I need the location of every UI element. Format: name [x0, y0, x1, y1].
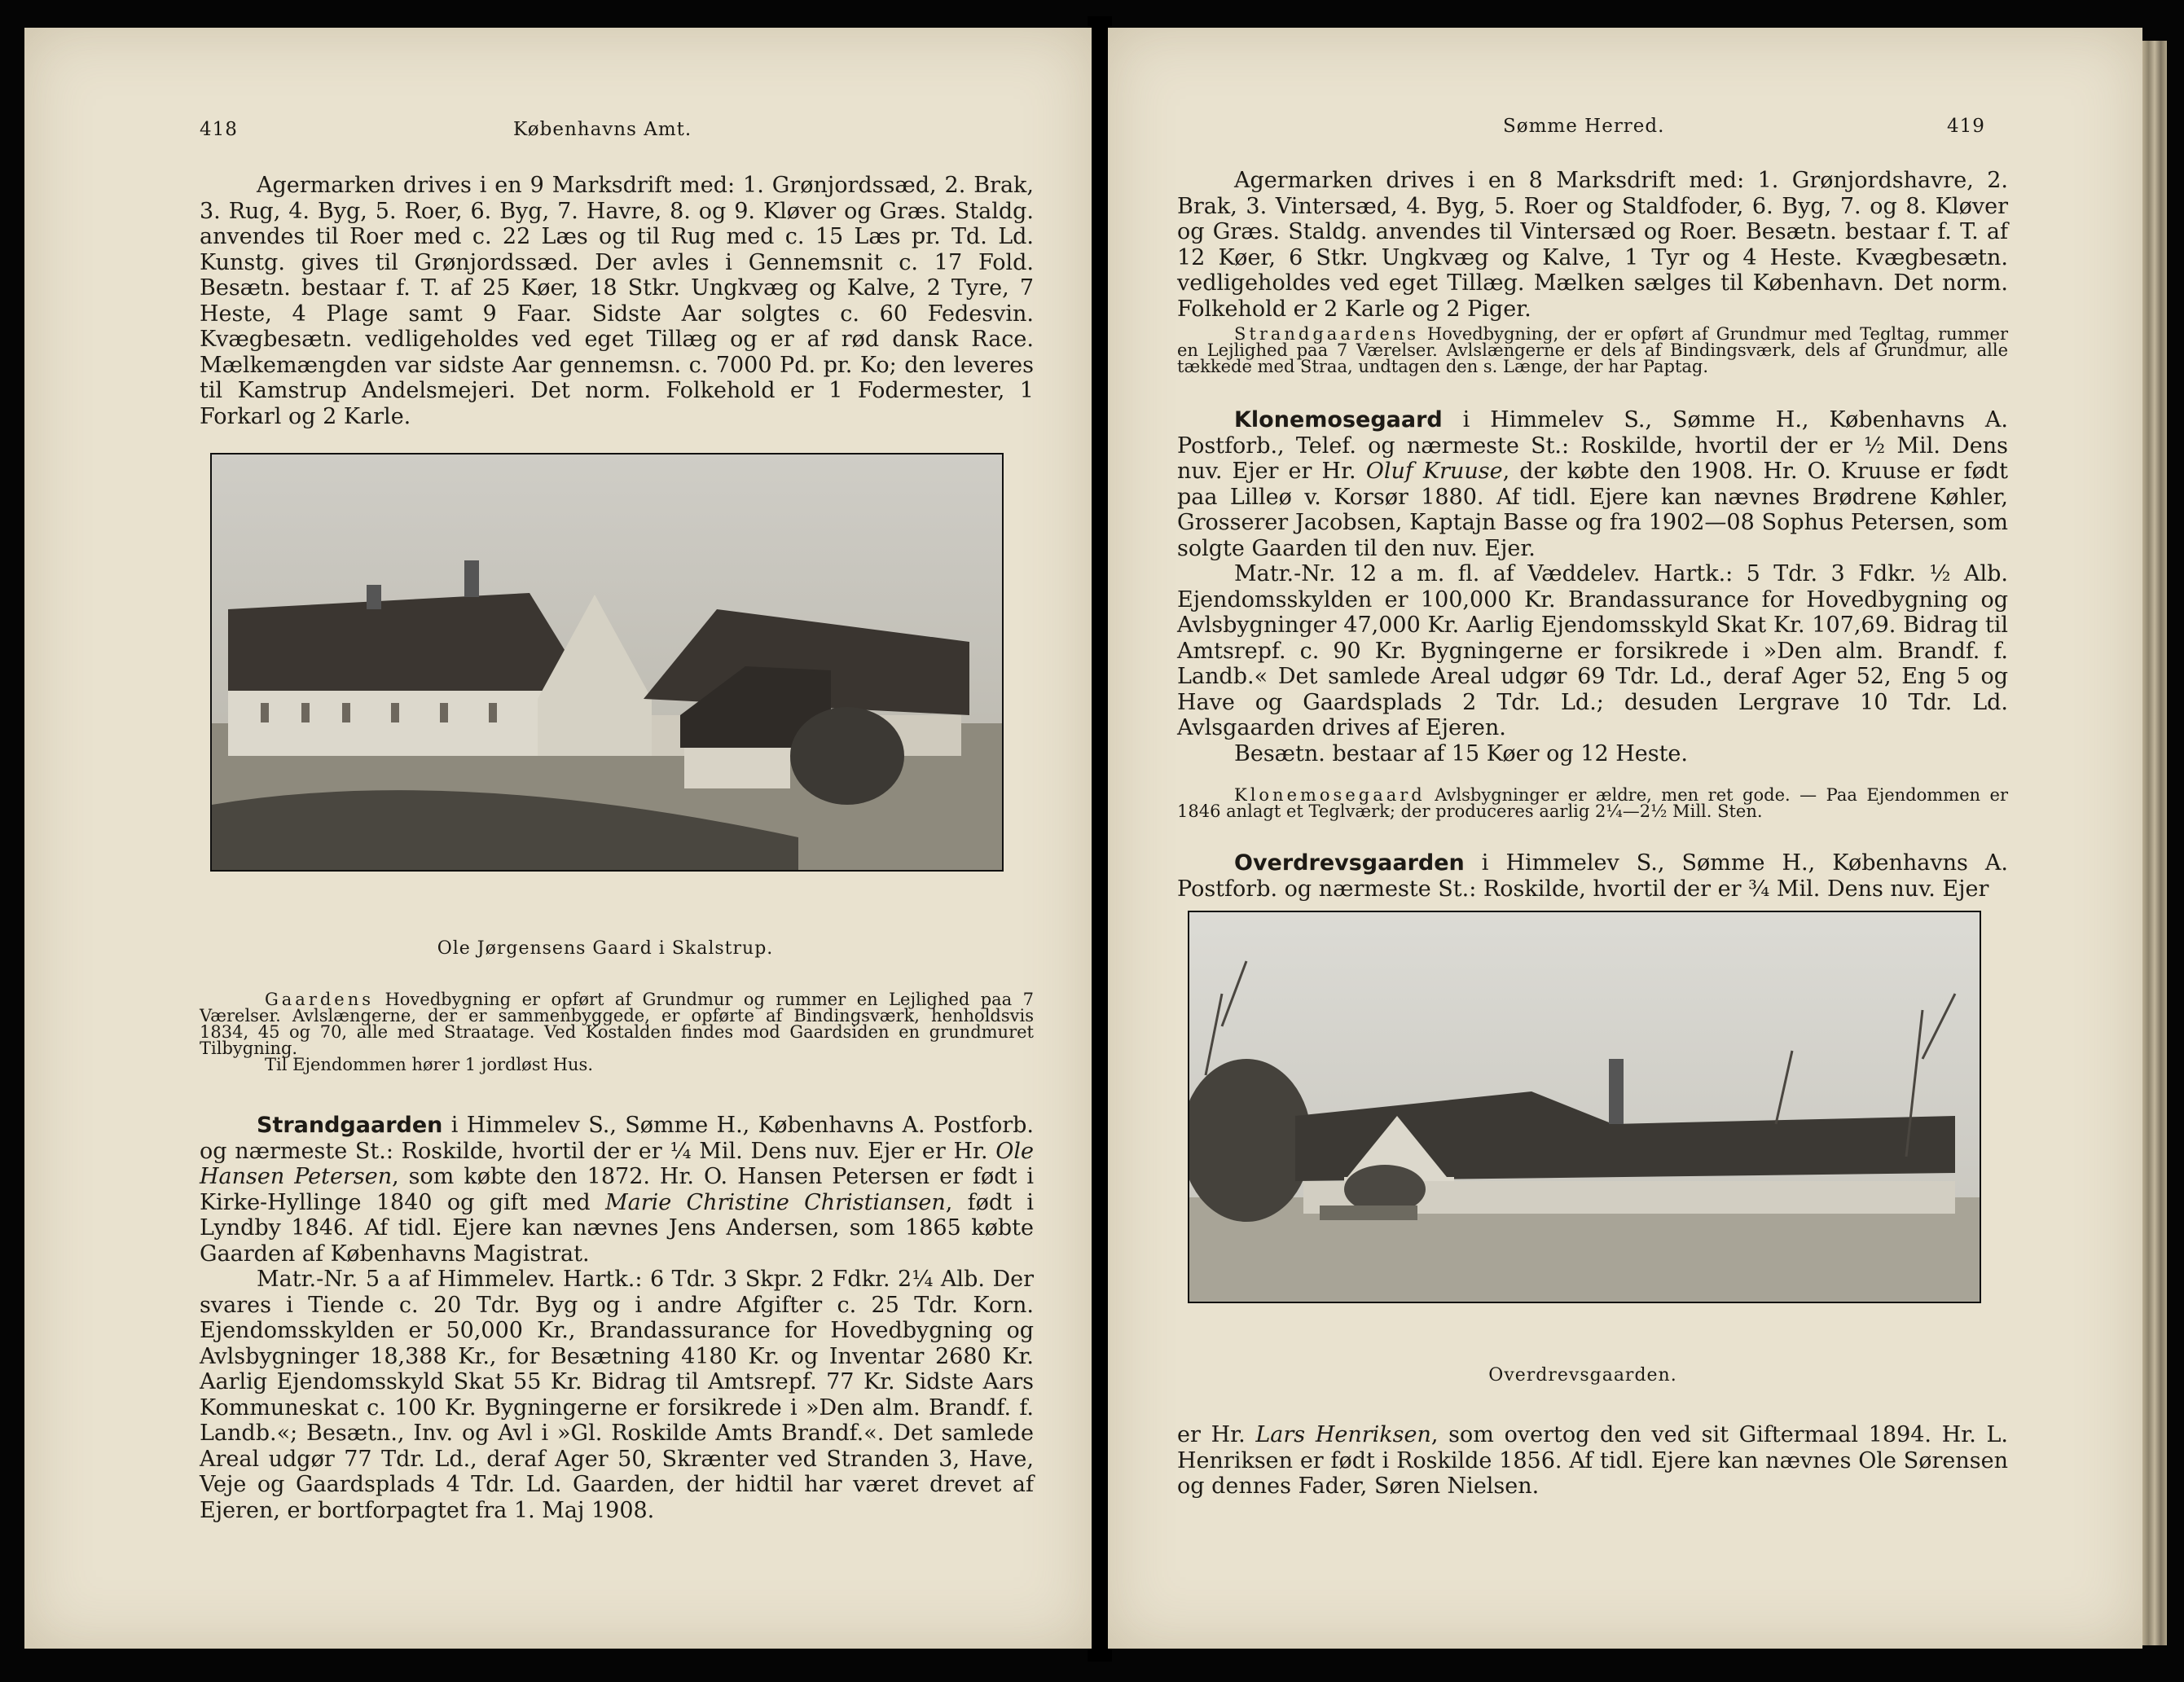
- paragraph: Matr.-Nr. 12 a m. fl. af Væddelev. Hartk.: 5 Tdr. 3 Fdkr. ½ Alb. Ejendomsskylden er 100,000 Kr. Brandassurance for Hovedbygning og Avlsbygninger 47,000 Kr. Aarlig Ejendomsskyld Skat Kr. 107,69. Bidrag til Amtsrepf. c. 90 Kr. Bygningerne er forsikrede i »Den alm. Brandf. f. Landb.« Det samlede Areal udgør 69 Tdr. Ld., deraf Ager 52, Eng 5 og Have og Gaardsplads 2 Tdr. Ld.; desuden Lergrave 10 Tdr. Ld. Avlsgaarden drives af Ejeren.: [1177, 561, 2008, 740]
- farm-photo: [210, 453, 1004, 872]
- farm-photo: [1188, 911, 1981, 1303]
- paragraph: Agermarken drives i en 9 Marksdrift med: 1. Grønjordssæd, 2. Brak, 3. Rug, 4. Byg, 5. Roer, 6. Byg, 7. Havre, 8. og 9. Kløver og Græs. Staldg. anvendes til Roer med c. 22 Læs og til Rug med c. 15 Læs pr. Td. Ld. Kunstg. gives til Grønjordssæd. Der avles i Gennemsnit c. 17 Fold. Besætn. bestaar f. T. af 25 Køer, 18 Stkr. Ungkvæg og Kalve, 2 Tyre, 7 Heste, 4 Plage samt 9 Faar. Sidste Aar solgtes c. 60 Fedesvin. Kvægbesætn. vedligeholdes ved eget Tillæg og er af rød dansk Race. Mælkemængden var sidste Aar gennemsn. c. 7000 Pd. pr. Ko; den leveres til Kamstrup Andelsmejeri. Det norm. Folkehold er 1 Fodermester, 1 Forkarl og 2 Karle.: [200, 173, 1034, 429]
- body-text: [1177, 168, 2008, 322]
- photo-image: [1189, 912, 1980, 1302]
- note-text: [200, 991, 1034, 1073]
- note-lead: Klonemosegaard: [1234, 785, 1426, 805]
- photo-caption: Overdrevsgaarden.: [1488, 1365, 1677, 1386]
- entry-text: er Hr.: [1177, 1422, 1256, 1447]
- owner-name: Lars Henriksen: [1255, 1422, 1431, 1447]
- entry-text: , som overtog den ved sit Giftermaal 1894. Hr. L. Henriksen er født i Roskilde 1856. Af tidl. Ejere kan nævnes Ole Sørensen og dennes Fader, Søren Nielsen.: [1177, 1422, 2008, 1499]
- paragraph: Matr.-Nr. 5 a af Himmelev. Hartk.: 6 Tdr. 3 Skpr. 2 Fdkr. 2¼ Alb. Der svares i Tiende c. 20 Tdr. Byg og i andre Afgifter c. 25 Tdr. Korn. Ejendomsskylden er 50,000 Kr., Brandassurance for Hovedbygning og Avlsbygninger 18,388 Kr., for Besætning 4180 Kr. og Inventar 2680 Kr. Aarlig Ejendomsskyld Skat 55 Kr. Bidrag til Amtsrepf. 77 Kr. Sidste Aars Kommuneskat c. 100 Kr. Bygningerne er forsikrede i »Den alm. Brandf. f. Landb.«; Besætn., Inv. og Avl i »Gl. Roskilde Amts Brandf.«. Det samlede Areal udgør 77 Tdr. Ld., deraf Ager 50, Skrænter ved Stranden 3, Have, Veje og Gaardsplads 4 Tdr. Ld. Gaarden, der hidtil har været drevet af Ejeren, er bortforpagtet fra 1. Maj 1908.: [200, 1267, 1034, 1523]
- entry-text: , som købte den 1872. Hr. O. Hansen Petersen er født i Kirke-Hyllinge 1840 og gift med: [200, 1164, 1034, 1215]
- owner-name: Ole Hansen Petersen: [200, 1138, 1034, 1189]
- right-page: [1108, 28, 2142, 1649]
- paragraph: Besætn. bestaar af 15 Køer og 12 Heste.: [1234, 740, 1688, 766]
- note-lead: Gaardens: [265, 990, 375, 1009]
- paragraph: Agermarken drives i en 8 Marksdrift med: 1. Grønjordshavre, 2. Brak, 3. Vintersæd, 4. Byg, 5. Roer og Staldfoder, 6. Byg, 7. og 8. Kløver og Græs. Staldg. anvendes til Vintersæd og Roer. Besætn. bestaar f. T. af 12 Køer, 6 Stkr. Ungkvæg og Kalve, 1 Tyr og 4 Heste. Kvægbesætn. vedligeholdes ved eget Tillæg. Mælken sælges til København. Det norm. Folkehold er 2 Karle og 2 Piger.: [1177, 168, 2008, 322]
- note-body: Avlsbygninger er ældre, men ret gode. — Paa Ejendommen er 1846 anlagt et Teglværk; der produceres aarlig 2¼—2½ Mill. Sten.: [1177, 785, 2008, 821]
- running-head: Københavns Amt.: [513, 119, 692, 140]
- page-number: 419: [1947, 116, 1985, 137]
- note-body: Hovedbygning er opført af Grundmur og rummer en Lejlighed paa 7 Værelser. Avlslængerne, der er sammenbyggede, er opførte af Bindingsværk, henholdsvis 1834, 45 og 70, alle med Straatage. Ved Kostalden findes mod Gaardsiden en grundmuret Tilbygning.: [200, 990, 1034, 1058]
- overdrevsgaarden-entry: [1177, 850, 2008, 902]
- entry-heading: Klonemosegaard: [1234, 407, 1443, 433]
- photo-caption: Ole Jørgensens Gaard i Skalstrup.: [437, 938, 774, 959]
- running-head: Sømme Herred.: [1503, 116, 1665, 137]
- page-edges: [2142, 41, 2167, 1645]
- entry-text: i Himmelev S., Sømme H., Københavns A. Postforb., Telef. og nærmeste St.: Roskilde, hvortil der er ½ Mil. Dens nuv. Ejer er Hr.: [1177, 407, 2008, 484]
- entry-text: i Himmelev S., Sømme H., Københavns A. Postforb. og nærmeste St.: Roskilde, hvortil der er ¼ Mil. Dens nuv. Ejer er Hr.: [200, 1113, 1034, 1164]
- left-page: [24, 28, 1092, 1649]
- entry-text: i Himmelev S., Sømme H., Københavns A. Postforb. og nærmeste St.: Roskilde, hvortil der er ¾ Mil. Dens nuv. Ejer: [1177, 850, 2008, 902]
- overdrevsgaarden-continued: [1177, 1422, 2008, 1500]
- photo-image: [212, 455, 1002, 870]
- strandgaarden-entry: [200, 1113, 1034, 1523]
- entry-text: , født i Lyndby 1846. Af tidl. Ejere kan nævnes Jens Andersen, som 1865 købte Gaarden af Københavns Magistrat.: [200, 1189, 1034, 1267]
- note-line: Til Ejendommen hører 1 jordløst Hus.: [265, 1055, 594, 1074]
- entry-heading: Strandgaarden: [257, 1113, 443, 1138]
- entry-text: , der købte den 1908. Hr. O. Kruuse er født paa Lilleø v. Korsør 1880. Af tidl. Ejere kan nævnes Brødrene Køhler, Grosserer Jacobsen, Kaptajn Basse og fra 1902—08 Sophus Petersen, som solgte Gaarden til den nuv. Ejer.: [1177, 459, 2008, 561]
- entry-heading: Overdrevsgaarden: [1234, 850, 1465, 876]
- page-number: 418: [200, 119, 238, 140]
- note-body: Hovedbygning, der er opført af Grundmur med Tegltag, rummer en Lejlighed paa 7 Værelser. Avlslængerne er dels af Bindingsværk, dels af Grundmur, alle tækkede med Straa, undtagen den s. Længe, der har Paptag.: [1177, 324, 2008, 376]
- note-lead: Strandgaardens: [1234, 324, 1420, 344]
- body-text: [200, 173, 1034, 429]
- wife-name: Marie Christine Christiansen: [604, 1189, 946, 1215]
- note-text: [1177, 326, 2008, 375]
- klonemosegaard-entry: [1177, 407, 2008, 766]
- owner-name: Oluf Kruuse: [1365, 459, 1503, 484]
- note-text: [1177, 787, 2008, 819]
